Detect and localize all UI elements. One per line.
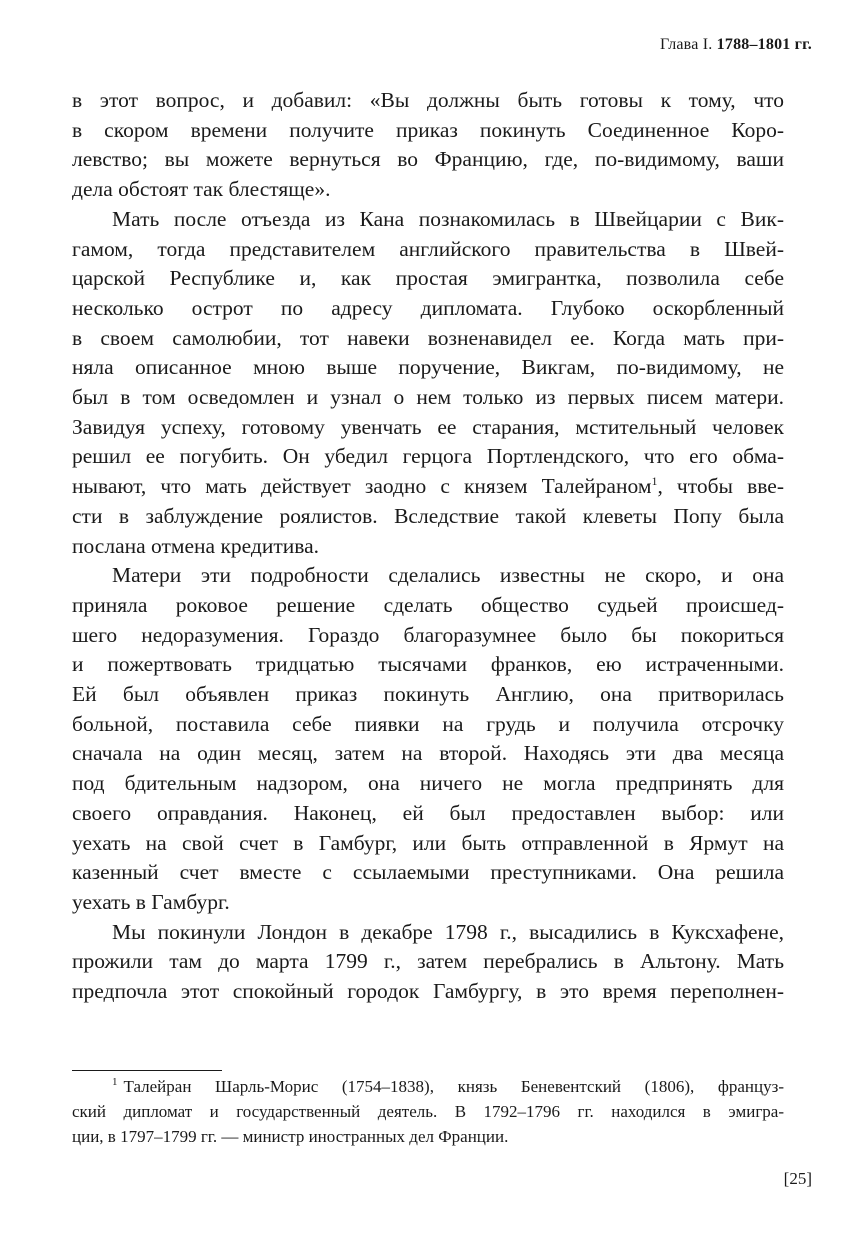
chapter-label: Глава I. (659, 36, 713, 53)
chapter-years: 1788–1801 гг. (716, 36, 812, 53)
text-line: в своем самолюбии, тот навеки возненавидел ее. Когда мать при- (72, 325, 784, 350)
footnote (72, 1074, 784, 1149)
text-line: в скором времени получите приказ покинуть Соединенное Коро- (72, 117, 784, 142)
text-line: Завидуя успеху, готовому увенчать ее старания, мстительный человек (72, 414, 784, 439)
text-line: предпочла этот спокойный городок Гамбургу, в это время переполнен- (72, 979, 784, 1004)
text-line-with-footnote-ref (72, 472, 784, 502)
text-line: больной, поставила себе пиявки на грудь и получила отсрочку (72, 711, 784, 736)
text-line: сти в заблуждение роялистов. Вследствие такой клеветы Попу была (72, 503, 784, 528)
text-line: Мать после отъезда из Кана познакомилась в Швейцарии с Вик- (112, 206, 784, 231)
text-fragment: нывают, что мать действует заодно с князем Талейраном (72, 474, 652, 499)
text-line: уехать в Гамбург. (72, 889, 230, 914)
footnote-mark: 1 (112, 1076, 118, 1089)
text-line: под бдительным надзором, она ничего не могла предпринять для (72, 771, 784, 796)
footnote-line (72, 1074, 784, 1099)
text-line: Матери эти подробности сделались известны не скоро, и она (112, 563, 784, 588)
text-line: был в том осведомлен и узнал о нем только из первых писем матери. (72, 385, 784, 410)
text-line: и пожертвовать тридцатью тысячами франков, ею истраченными. (72, 652, 784, 677)
text-line: в этот вопрос, и добавил: «Вы должны быть готовы к тому, что (72, 88, 784, 112)
paragraph-2 (72, 205, 784, 561)
text-line: шего недоразумения. Гораздо благоразумнее было бы покориться (72, 622, 784, 647)
text-line: решил ее погубить. Он убедил герцога Портлендского, что его обма- (72, 444, 784, 469)
text-line: своего оправдания. Наконец, ей был предоставлен выбор: или (72, 800, 784, 825)
paragraph-4 (72, 918, 784, 1007)
text-line: несколько острот по адресу дипломата. Глубоко оскорбленный (72, 295, 784, 320)
paragraph-1 (72, 86, 784, 205)
text-fragment: , чтобы вве- (657, 474, 784, 499)
text-line: послана отмена кредитива. (72, 533, 320, 558)
text-line: левство; вы можете вернуться во Францию, где, по-видимому, ваши (72, 147, 784, 172)
footnote-reference[interactable]: 1 (651, 473, 658, 488)
text-line: Мы покинули Лондон в декабре 1798 г., высадились в Куксхафене, (112, 919, 784, 944)
footnote-text: Талейран Шарль-Морис (1754–1838), князь Беневентский (1806), француз- (123, 1077, 784, 1096)
footnote-line: ции, в 1797–1799 гг. — министр иностранных дел Франции. (72, 1127, 509, 1146)
text-line: няла описанное мною выше поручение, Викгам, по-видимому, не (72, 355, 784, 380)
footnote-line: ский дипломат и государственный деятель. В 1792–1796 гг. находился в эмигра- (72, 1102, 784, 1121)
text-line: уехать на свой счет в Гамбург, или быть отправленной в Ярмут на (72, 830, 784, 855)
text-line: гамом, тогда представителем английского правительства в Швей- (72, 236, 784, 261)
text-line: царской Республике и, как простая эмигрантка, позволила себе (72, 266, 784, 291)
page-number: [25] (783, 1169, 812, 1188)
text-line: казенный счет вместе с ссылаемыми преступниками. Она решила (72, 860, 784, 885)
text-line: дела обстоят так блестяще». (72, 177, 331, 202)
footnote-divider (72, 1070, 222, 1071)
text-line: сначала на один месяц, затем на второй. Находясь эти два месяца (72, 741, 784, 766)
paragraph-3 (72, 561, 784, 917)
text-line: приняла роковое решение сделать общество судьей происшед- (72, 592, 784, 617)
text-line: прожили там до марта 1799 г., затем перебрались в Альтону. Мать (72, 949, 784, 974)
main-text (72, 86, 784, 1007)
running-header (660, 36, 812, 54)
text-line: Ей был объявлен приказ покинуть Англию, она притворилась (72, 682, 784, 707)
